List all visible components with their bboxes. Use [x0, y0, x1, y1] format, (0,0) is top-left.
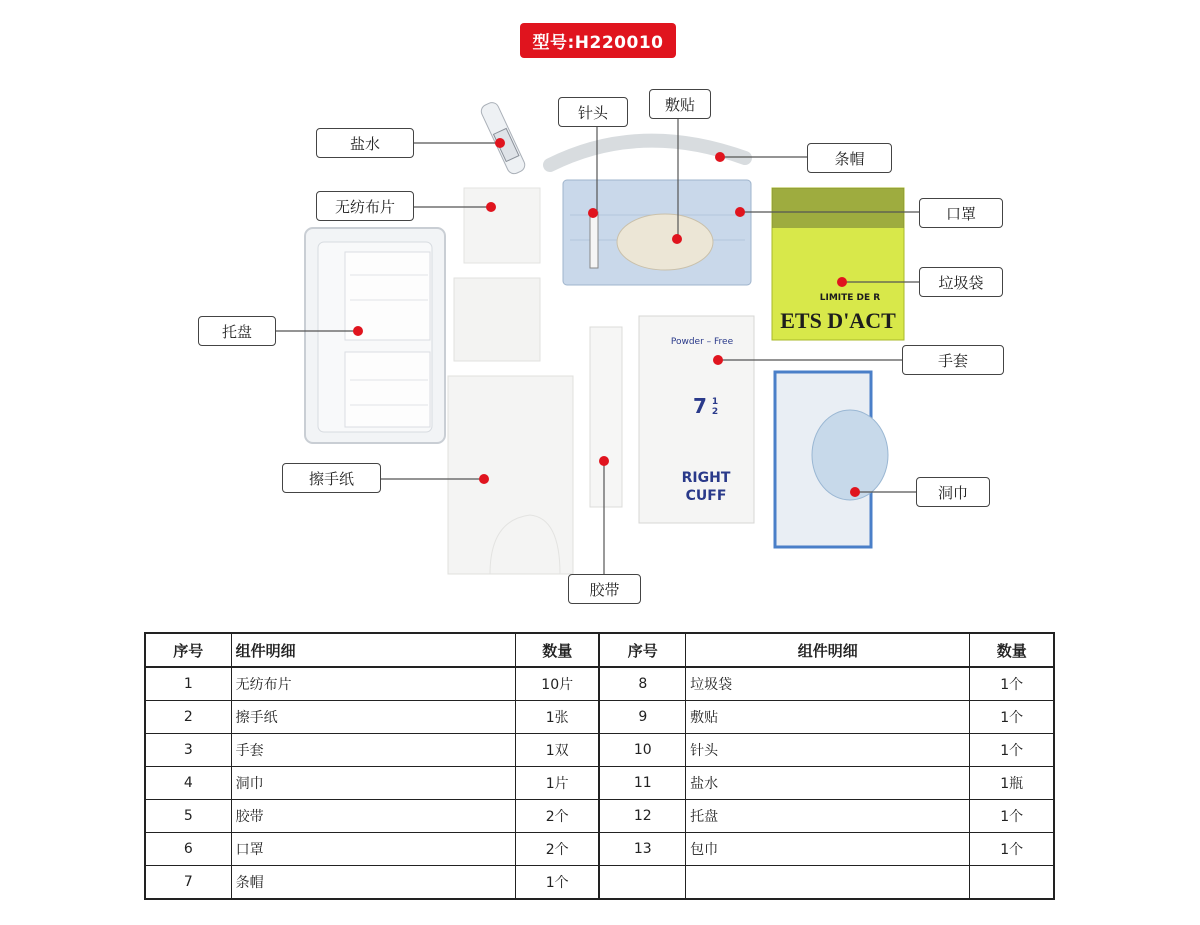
bag-print-main: ETS D'ACT: [780, 308, 896, 333]
marker-dot-dressing: [672, 234, 682, 244]
cell-no: 13: [599, 833, 685, 866]
tape-illustration: [590, 327, 622, 507]
marker-dot-mask: [735, 207, 745, 217]
marker-dot-saline: [495, 138, 505, 148]
table-row: [145, 866, 1054, 900]
cell-no: 1: [145, 667, 231, 701]
marker-dot-nonwoven: [486, 202, 496, 212]
nonwoven-piece-1: [464, 188, 540, 263]
cell-qty: 1张: [515, 701, 599, 734]
glove-size-main: 7: [693, 394, 707, 418]
cell-qty: 2个: [515, 833, 599, 866]
cell-item: 盐水: [686, 767, 970, 800]
cell-qty: 1个: [970, 734, 1054, 767]
header-item-left: 组件明细: [231, 633, 515, 667]
table-row: [145, 800, 1054, 833]
table-row: [145, 767, 1054, 800]
cell-item: 洞巾: [231, 767, 515, 800]
header-item-right: 组件明细: [686, 633, 970, 667]
glove-line-1: RIGHT: [681, 470, 731, 486]
callout-nonwoven: 无纺布片: [316, 191, 414, 221]
dressing-illustration: [617, 214, 713, 270]
hand-towel-illustration: [448, 376, 573, 574]
cell-item: 垃圾袋: [686, 667, 970, 701]
callout-saline: 盐水: [316, 128, 414, 158]
cell-no: [599, 866, 685, 900]
cell-item: 针头: [686, 734, 970, 767]
cell-no: 8: [599, 667, 685, 701]
header-qty-right: 数量: [970, 633, 1054, 667]
cell-item: 无纺布片: [231, 667, 515, 701]
cell-qty: 1个: [970, 800, 1054, 833]
callout-hole-towel: 洞巾: [916, 477, 990, 507]
callout-needle: 针头: [558, 97, 628, 127]
bag-print-small: LIMITE DE R: [819, 293, 881, 303]
cell-qty: 1个: [515, 866, 599, 900]
callout-mask: 口罩: [919, 198, 1003, 228]
table-row: [145, 667, 1054, 701]
cell-qty: 1个: [970, 701, 1054, 734]
components-table: [144, 632, 1055, 900]
glove-line-2: CUFF: [685, 488, 727, 504]
saline-illustration: [479, 100, 527, 176]
cell-no: 12: [599, 800, 685, 833]
table-row: [145, 734, 1054, 767]
tray-illustration: [305, 228, 445, 443]
callout-cap: 条帽: [807, 143, 892, 173]
cell-qty: 1瓶: [970, 767, 1054, 800]
table-row: [145, 833, 1054, 866]
cell-no: 4: [145, 767, 231, 800]
header-qty-left: 数量: [515, 633, 599, 667]
callout-tray: 托盘: [198, 316, 276, 346]
table-row: [145, 701, 1054, 734]
header-no-right: 序号: [599, 633, 685, 667]
cell-no: 3: [145, 734, 231, 767]
cell-item: 条帽: [231, 866, 515, 900]
cell-item: 擦手纸: [231, 701, 515, 734]
marker-dot-garbage-bag: [837, 277, 847, 287]
cell-no: 6: [145, 833, 231, 866]
cell-no: 5: [145, 800, 231, 833]
marker-dot-hand-towel: [479, 474, 489, 484]
callout-garbage-bag: 垃圾袋: [919, 267, 1003, 297]
cell-qty: 10片: [515, 667, 599, 701]
marker-dot-needle: [588, 208, 598, 218]
cell-item: [686, 866, 970, 900]
cell-item: 包巾: [686, 833, 970, 866]
cell-no: 9: [599, 701, 685, 734]
glove-size-den: 2: [711, 407, 719, 417]
cap-illustration: [550, 141, 745, 165]
cell-qty: 1个: [970, 833, 1054, 866]
marker-dot-tray: [353, 326, 363, 336]
cell-item: 手套: [231, 734, 515, 767]
callout-gloves: 手套: [902, 345, 1004, 375]
model-badge: 型号:H220010: [520, 23, 676, 58]
cell-no: 2: [145, 701, 231, 734]
cell-qty: 1双: [515, 734, 599, 767]
cell-no: 7: [145, 866, 231, 900]
marker-dot-cap: [715, 152, 725, 162]
nonwoven-piece-2: [454, 278, 540, 361]
cell-no: 11: [599, 767, 685, 800]
marker-dot-gloves: [713, 355, 723, 365]
table-header-row: [145, 633, 1054, 667]
marker-dot-hole-towel: [850, 487, 860, 497]
glove-brand: Powder – Free: [670, 337, 734, 347]
callout-dressing: 敷贴: [649, 89, 711, 119]
cell-qty: 1个: [970, 667, 1054, 701]
cell-qty: 1片: [515, 767, 599, 800]
cell-qty: [970, 866, 1054, 900]
callout-tape: 胶带: [568, 574, 641, 604]
cell-qty: 2个: [515, 800, 599, 833]
callout-hand-towel: 擦手纸: [282, 463, 381, 493]
cell-item: 口罩: [231, 833, 515, 866]
header-no-left: 序号: [145, 633, 231, 667]
cell-no: 10: [599, 734, 685, 767]
cell-item: 敷贴: [686, 701, 970, 734]
needle-illustration: [590, 212, 598, 268]
marker-dot-tape: [599, 456, 609, 466]
cell-item: 托盘: [686, 800, 970, 833]
cell-item: 胶带: [231, 800, 515, 833]
glove-size-num: 1: [711, 397, 719, 407]
